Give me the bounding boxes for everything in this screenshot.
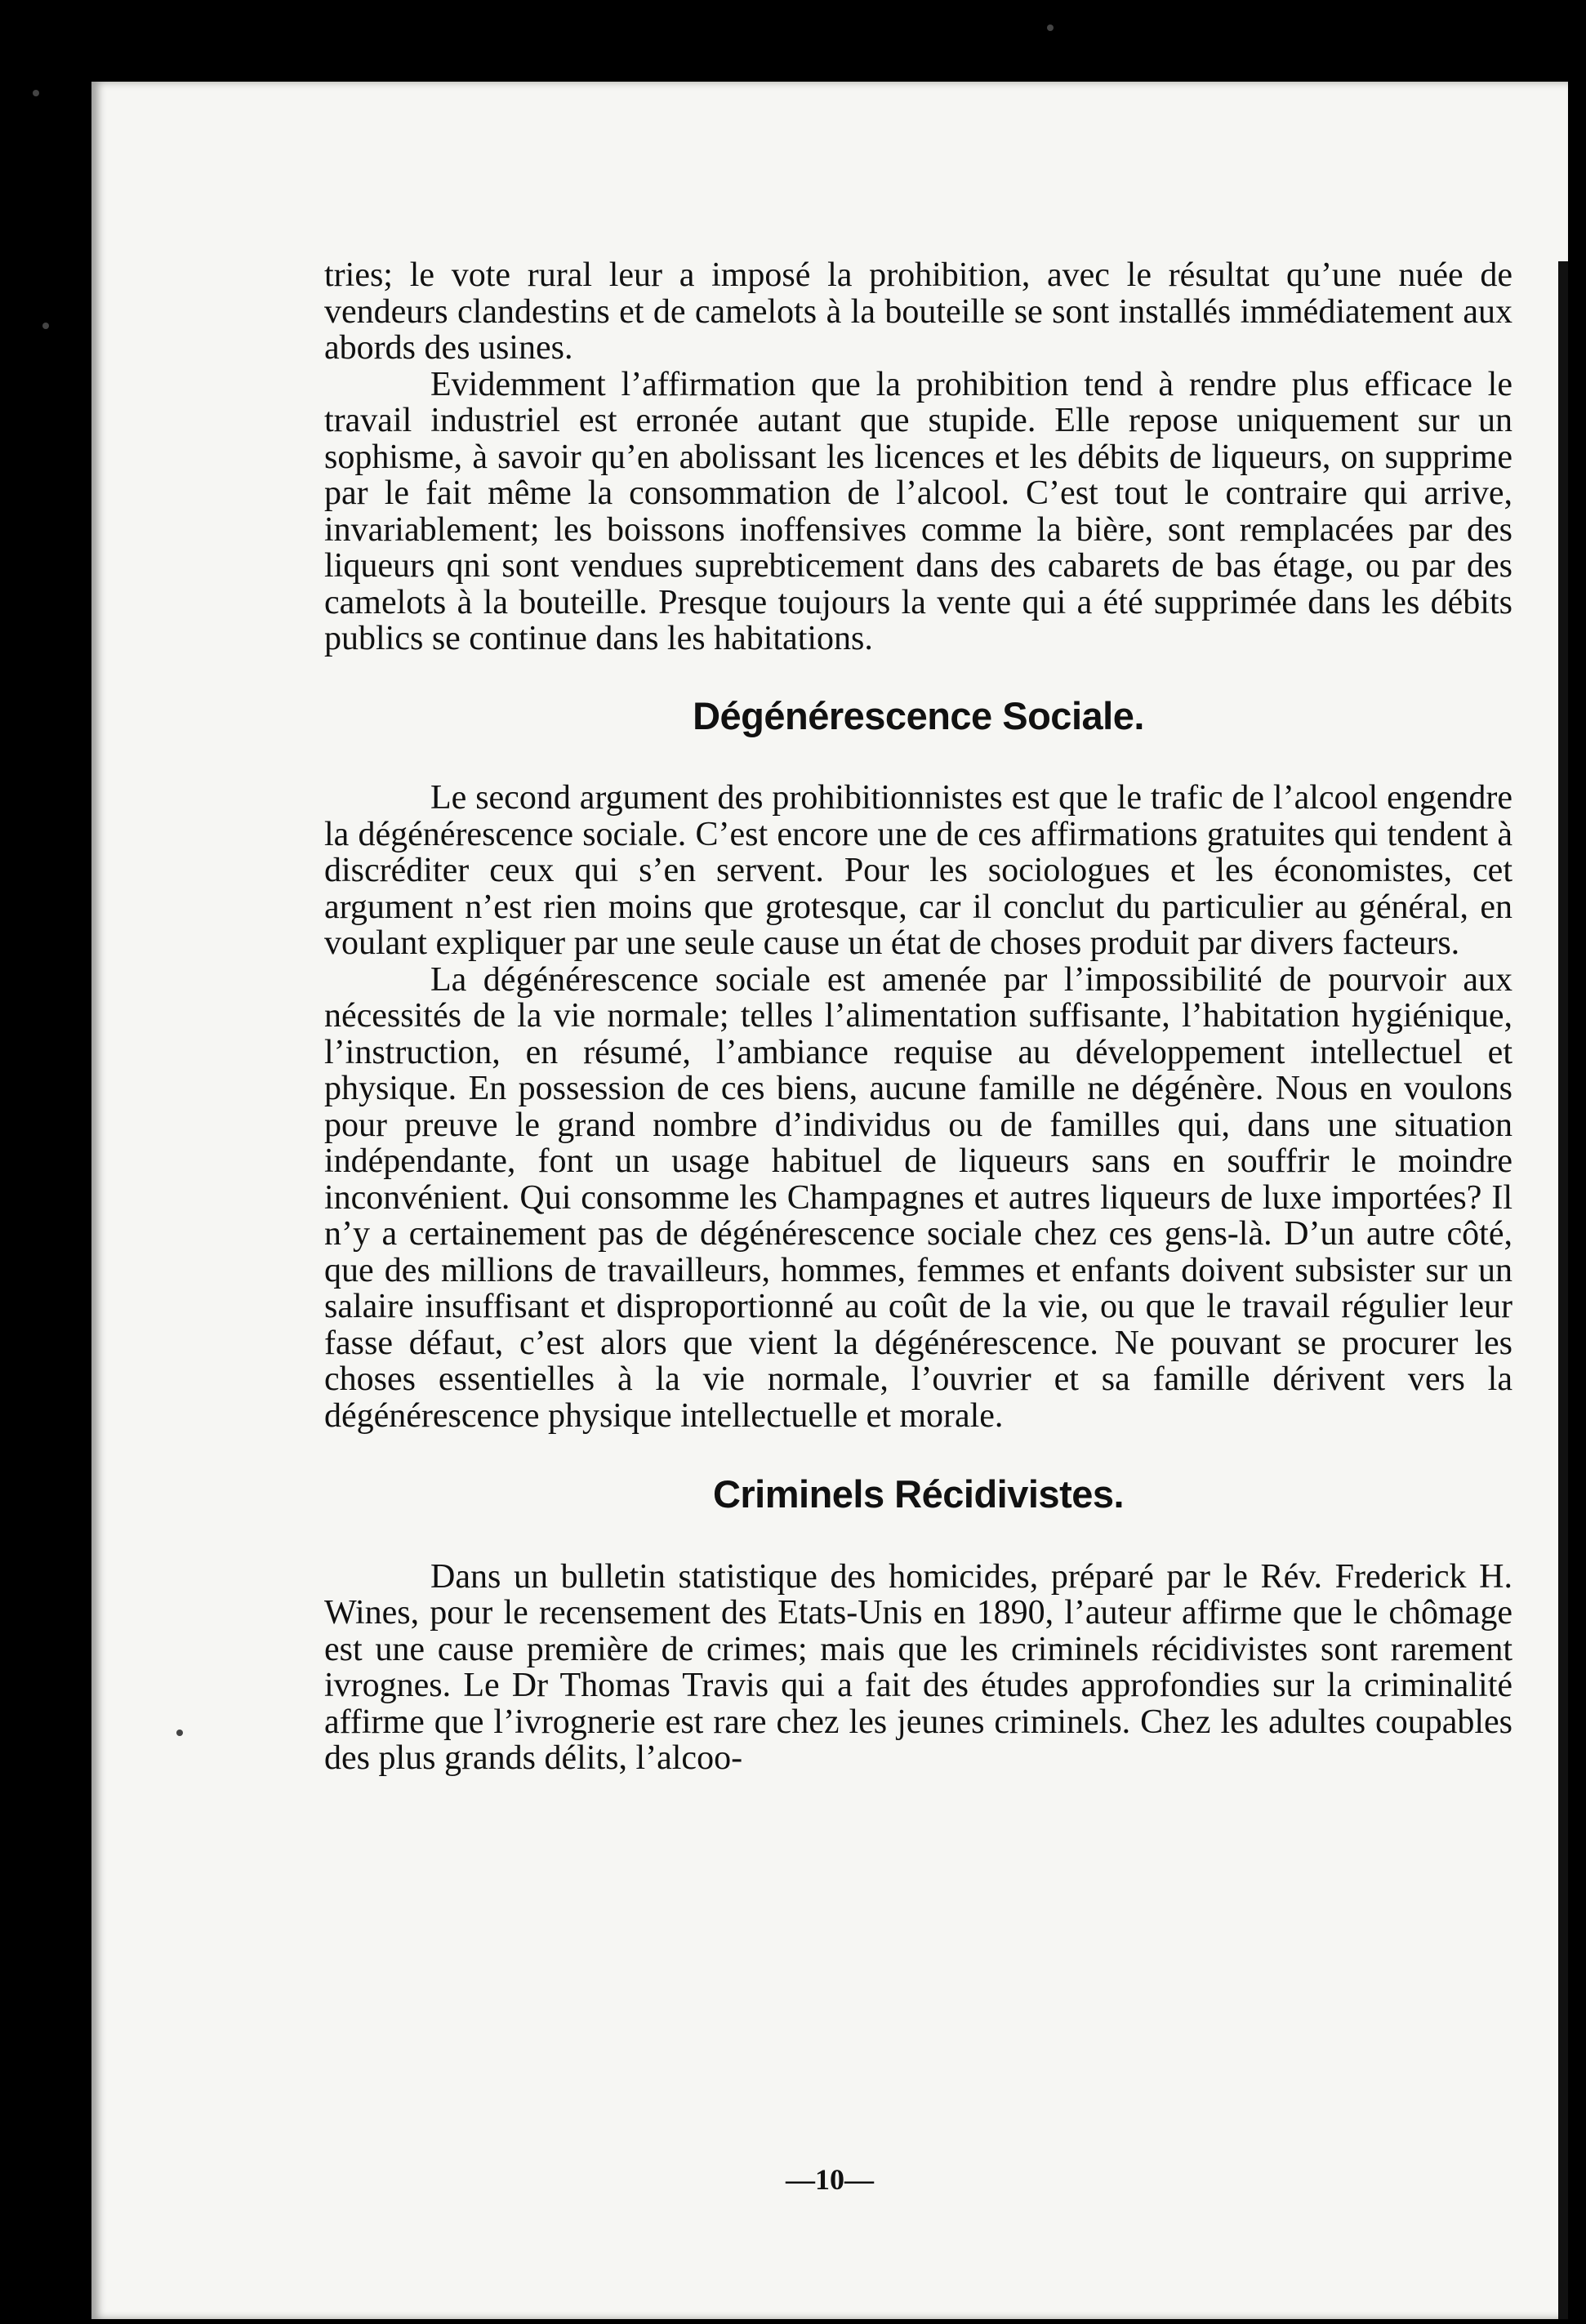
page-text [324,257,1512,1777]
paragraph-second-argument: Le second argument des prohibitionnistes est que le trafic de l’alcool engendre la dégénérescence sociale. C’est encore une de ces affirmations gratuites qui tendent à discréditer ceux qui s’en servent. Pour les sociologues et les économistes, cet argument n’est rien moins que grotesque, car il conclut du particulier au général, en voulant expliquer par une seule cause un état de choses produit par divers facteurs. [324,779,1512,962]
page-number: —10— [786,2163,874,2196]
scan-speck [176,1730,183,1736]
paragraph-homicide-bulletin: Dans un bulletin statistique des homicides, préparé par le Rév. Frederick H. Wines, pour le recensement des Etats-Unis en 1890, l’auteur affirme que le chômage est une cause première de crimes; mais que les criminels récidivistes sont rarement ivrognes. Le Dr Thomas Travis qui a fait des études approfondies sur la criminalité affirme que l’ivrognerie est rare chez les jeunes criminels. Chez les adultes coupables des plus grands délits, l’alcoo- [324,1557,1512,1777]
paragraph-continued: tries; le vote rural leur a imposé la prohibition, avec le résultat qu’une nuée de vendeurs clandestins et de camelots à la bouteille se sont installés immédiatement aux abords des usines. [324,256,1512,367]
page-edge-shadow [1558,261,1568,2319]
paragraph-social-degeneration: La dégénérescence sociale est amenée par l’impossibilité de pourvoir aux nécessités de la vie normale; telles l’alimentation suffisante, l’habitation hygiénique, l’instruction, en résumé, l’ambiance requise au développement intellectuel et physique. En possession de ces biens, aucune famille ne dégénère. Nous en voulons pour preuve le grand nombre d’individus ou de familles qui, dans une situation indépendante, font un usage habituel de liqueurs sans en souffrir le moindre inconvénient. Qui consomme les Champagnes et autres liqueurs de luxe importées? Il n’y a certainement pas de dégénérescence sociale chez ces gens-là. D’un autre côté, que des millions de travailleurs, hommes, femmes et enfants doivent subsister sur un salaire insuffisant et disproportionné au coût de la vie, ou que le travail régulier leur fasse défaut, c’est alors que vient la dégénérescence. Ne pouvant se procurer les choses essentielles à la vie normale, l’ouvrier et sa famille dérivent vers la dégénérescence physique intellectuelle et morale. [324,960,1512,1435]
document-page [91,82,1568,2319]
paragraph-prohibition-efficiency: Evidemment l’affirmation que la prohibition tend à rendre plus efficace le travail industriel est erronée autant que stupide. Elle repose uniquement sur un sophisme, à savoir qu’en abolissant les licences et les débits de liqueurs, on supprime par le fait même la consommation de l’alcool. C’est tout le contraire qui arrive, invariablement; les boissons inoffensives comme la bière, sont remplacées par des liqueurs qni sont vendues suprebticement dans des cabarets de bas étage, ou par des camelots à la bouteille. Presque toujours la vente qui a été supprimée dans les débits publics se continue dans les habitations. [324,365,1512,657]
scan-speck [33,90,39,96]
scan-speck [42,323,49,329]
scan-speck [1047,24,1054,31]
section-heading-degenerescence: Dégénérescence Sociale. [693,693,1144,737]
section-heading-criminels: Criminels Récidivistes. [712,1472,1125,1516]
